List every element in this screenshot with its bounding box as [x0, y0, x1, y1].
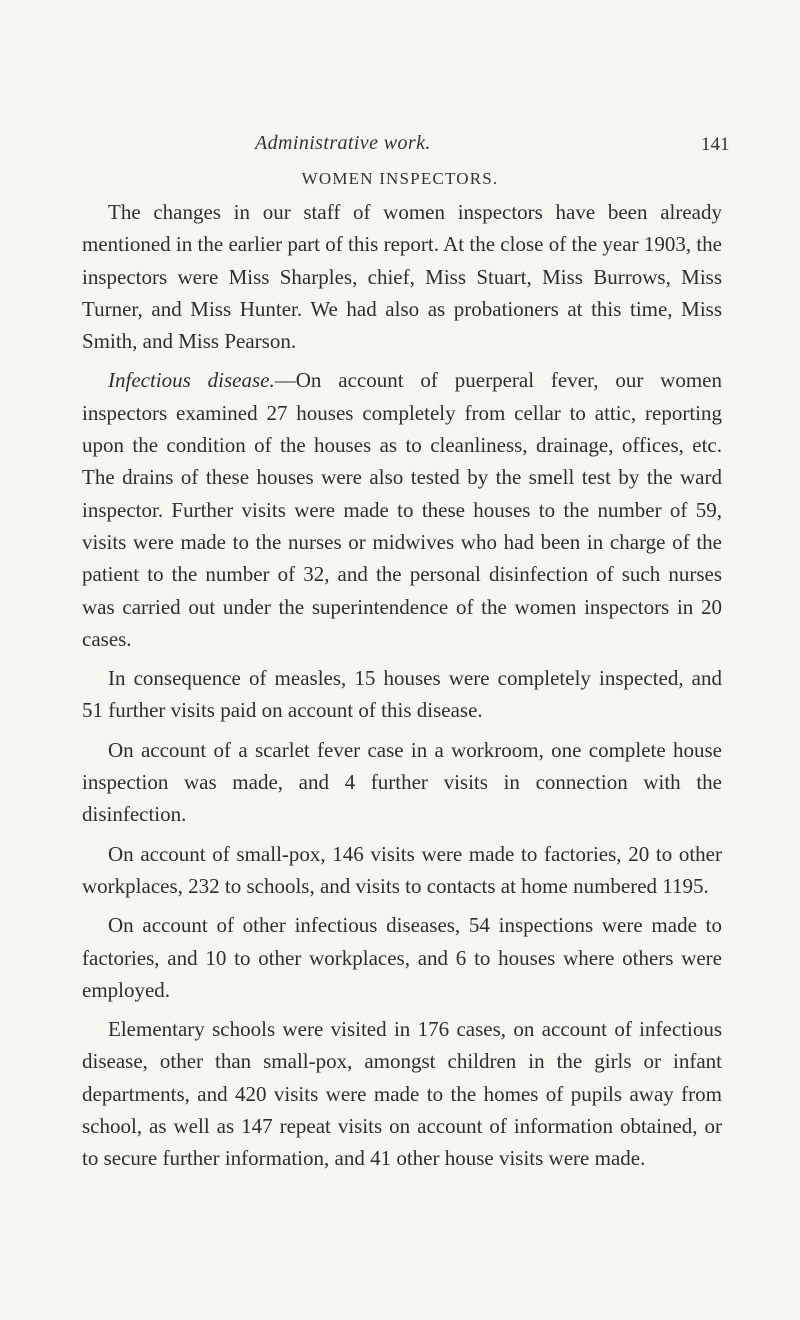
paragraph-measles [82, 662, 722, 727]
paragraph-infectious-disease [82, 364, 722, 655]
paragraph-other-diseases-text: On account of other infectious diseases, 54 inspections were made to factories, and 10 to other workplaces, and 6 to houses where others were employed. [82, 913, 722, 1002]
paragraph-measles-text: In consequence of measles, 15 houses were completely inspected, and 51 further visits paid on account of this disease. [82, 666, 722, 723]
running-head-title: Administrative work. [255, 132, 431, 154]
paragraph-elementary-schools-text: Elementary schools were visited in 176 cases, on account of infectious disease, other than small-pox, amongst children in the girls or infant departments, and 420 visits were made to the homes of pupils away from school, as well as 147 repeat visits on account of information obtained, or to secure further information, and 41 other house visits were made. [82, 1017, 722, 1171]
paragraph-other-diseases [82, 909, 722, 1006]
paragraph-small-pox-text: On account of small-pox, 146 visits were made to factories, 20 to other workplaces, 232 to schools, and visits to contacts at home numbered 1195. [82, 841, 722, 898]
section-title: WOMEN INSPECTORS. [301, 169, 499, 188]
paragraph-staff-text: The changes in our staff of women inspectors have been already mentioned in the earlier part of this report. At the close of the year 1903, the inspectors were Miss Sharples, chief, Miss Stuart, Miss Burrows, Miss Turner, and Miss Hunter. We had also as probationers at this time, Miss Smith, and Miss Pearson. [82, 200, 722, 354]
paragraph-elementary-schools [82, 1013, 722, 1174]
paragraph-staff [82, 196, 722, 357]
body-text [82, 196, 722, 1182]
paragraph-scarlet-fever [82, 734, 722, 831]
paragraph-small-pox [82, 838, 722, 903]
page-number: 141 [701, 134, 730, 155]
paragraph-lead-heading: Infectious disease. [108, 368, 275, 393]
paragraph-infectious-disease-text: —On account of puerperal fever, our women inspectors examined 27 houses completely from cellar to attic, reporting upon the condition of the houses as to cleanliness, drainage, offices, etc. The drains of these houses were also tested by the smell test by the ward inspector. Further visits were made to these houses to the number of 59, visits were made to the nurses or midwives who had been in charge of the patient to the number of 32, and the personal disinfection of such nurses was carried out under the superintendence of the women inspectors in 20 cases. [82, 368, 722, 651]
paragraph-scarlet-fever-text: On account of a scarlet fever case in a workroom, one complete house inspection was made, and 4 further visits in connection with the disinfection. [82, 737, 722, 827]
